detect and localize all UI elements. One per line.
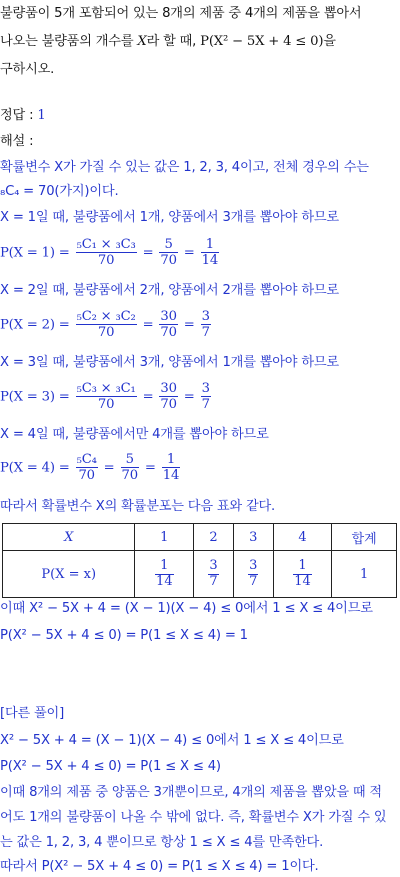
table-cell xyxy=(135,551,194,598)
case-1-mid-numerator: 5 xyxy=(159,237,177,253)
question-line-2-b: 라 할 때, xyxy=(146,34,201,49)
case-4-fraction xyxy=(76,452,98,483)
question-line-2-a: 나오는 불량품의 개수를 xyxy=(0,34,138,49)
case-3-mid-denominator: 70 xyxy=(160,397,177,413)
question-line-3: 구하시오. xyxy=(0,62,55,77)
alt-line-6: 따라서 P(X² − 5X + 4 ≤ 0) = P(1 ≤ X ≤ 4) = 1이다. xyxy=(0,859,319,874)
table-cell-numerator: 1 xyxy=(293,559,312,575)
question-line-2 xyxy=(0,34,336,50)
case-1-mid-denominator: 70 xyxy=(160,253,177,269)
alt-line-2: P(X² − 5X + 4 ≤ 0) = P(1 ≤ X ≤ 4) xyxy=(0,759,221,774)
case-2-denominator: 70 xyxy=(97,325,115,341)
table-header-1: 1 xyxy=(135,524,194,551)
case-4-lhs: P(X = 4) = xyxy=(0,460,74,476)
table-header-total: 합계 xyxy=(332,524,397,551)
solution-intro-1: 확률변수 X가 가질 수 있는 값은 1, 2, 3, 4이고, 전체 경우의 수는 xyxy=(0,160,369,175)
case-3-result-denominator: 7 xyxy=(201,397,210,413)
table-header-row xyxy=(3,524,397,551)
case-1-result-denominator: 14 xyxy=(201,253,219,269)
case-1-result-numerator: 1 xyxy=(201,237,219,253)
alt-line-1: X² − 5X + 4 = (X − 1)(X − 4) ≤ 0에서 1 ≤ X ≤ 4이므로 xyxy=(0,733,344,748)
table-cell xyxy=(273,551,332,598)
case-4-mid-denominator: 70 xyxy=(121,468,138,484)
case-2-lhs: P(X = 2) = xyxy=(0,317,74,333)
case-3-result-fraction xyxy=(201,381,211,412)
case-2-result-fraction xyxy=(201,309,211,340)
table-prob-row xyxy=(3,551,397,598)
case-3-denominator: 70 xyxy=(97,397,115,413)
alt-line-4: 어도 1개의 불량품이 나올 수 밖에 없다. 즉, 확률변수 X가 가질 수 있 xyxy=(0,810,387,825)
answer-value: 1 xyxy=(37,108,46,123)
case-4-result-fraction xyxy=(162,452,180,483)
table-cell-denominator: 14 xyxy=(294,573,311,589)
case-2-mid-numerator: 30 xyxy=(160,309,177,324)
table-header-3: 3 xyxy=(233,524,273,551)
table-cell xyxy=(194,551,234,598)
case-4-numerator: ₅C₄ xyxy=(76,452,97,467)
case-3-numerator: ₅C₃ × ₃C₁ xyxy=(76,381,136,396)
case-4-result-denominator: 14 xyxy=(162,468,180,484)
case-2-result-denominator: 7 xyxy=(201,325,210,341)
case-2-result-numerator: 3 xyxy=(201,309,210,324)
table-row-label: P(X = x) xyxy=(3,551,135,598)
case-1-fraction xyxy=(76,237,137,268)
table-intro: 따라서 확률변수 X의 확률분포는 다음 표와 같다. xyxy=(0,499,276,514)
solution-label: 해설 : xyxy=(0,134,34,149)
table-total: 1 xyxy=(332,551,397,598)
case-4-result-numerator: 1 xyxy=(162,452,180,468)
case-3-result-numerator: 3 xyxy=(201,381,210,396)
table-cell-denominator: 14 xyxy=(156,573,173,589)
case-1-lhs: P(X = 1) = xyxy=(0,245,74,261)
case-3-text: X = 3일 때, 불량품에서 3개, 양품에서 1개를 뽑아야 하므로 xyxy=(0,355,339,370)
case-1-mid-fraction xyxy=(159,237,177,268)
case-1-text: X = 1일 때, 불량품에서 1개, 양품에서 3개를 뽑아야 하므로 xyxy=(0,210,339,225)
table-cell-denominator: 7 xyxy=(249,573,258,589)
case-3-mid-numerator: 30 xyxy=(160,381,177,396)
table-cell-numerator: 1 xyxy=(155,559,174,575)
solution-intro-2: ₈C₄ = 70(가지)이다. xyxy=(0,184,119,199)
answer-line xyxy=(0,108,46,124)
question-variable: X xyxy=(137,34,147,49)
case-3-fraction xyxy=(76,381,137,412)
table-cell-denominator: 7 xyxy=(209,573,218,589)
alt-line-5: 는 값은 1, 2, 3, 4 뿐이므로 항상 1 ≤ X ≤ 4를 만족한다. xyxy=(0,835,324,850)
case-2-fraction xyxy=(76,309,137,340)
alt-line-3: 이때 8개의 제품 중 양품은 3개뿐이므로, 4개의 제품을 뽑았을 때 적 xyxy=(0,785,382,800)
case-4-equation: P(X = 4) = $\frac{\text{₅C₄}}{70}$ = $\frac{5}{70}$ = $\frac{1}{14}$ xyxy=(0,452,180,484)
case-3-lhs: P(X = 3) = xyxy=(0,389,74,405)
case-2-numerator: ₅C₂ × ₃C₂ xyxy=(76,309,136,324)
alt-solution-label: [다른 풀이] xyxy=(0,706,65,721)
table-header-x: X xyxy=(3,524,135,551)
table-cell xyxy=(233,551,273,598)
case-2-mid-denominator: 70 xyxy=(160,325,177,341)
table-header-2: 2 xyxy=(194,524,234,551)
probability-distribution-table xyxy=(2,523,397,598)
case-1-denominator: 70 xyxy=(97,253,115,269)
case-3-equation: P(X = 3) = $\frac{\text{₅C₃ × ₃C₁}}{70}$ = $\frac{30}{70}$ = $\frac{3}{7}$ xyxy=(0,381,210,413)
case-2-text: X = 2일 때, 불량품에서 2개, 양품에서 2개를 뽑아야 하므로 xyxy=(0,283,339,298)
case-4-text: X = 4일 때, 불량품에서만 4개를 뽑아야 하므로 xyxy=(0,427,269,442)
case-1-equation: P(X = 1) = $\frac{\text{₅C₁ × ₃C₃}}{70}$ = $\frac{5}{70}$ = $\frac{1}{14}$ xyxy=(0,237,219,269)
case-2-equation: P(X = 2) = $\frac{\text{₅C₂ × ₃C₂}}{70}$ = $\frac{30}{70}$ = $\frac{3}{7}$ xyxy=(0,309,210,341)
table-cell-numerator: 3 xyxy=(249,557,258,573)
case-1-result-fraction xyxy=(201,237,219,268)
answer-label: 정답 : xyxy=(0,108,38,123)
question-expression: P(X² − 5X + 4 ≤ 0)을 xyxy=(200,34,336,49)
table-cell-numerator: 3 xyxy=(209,557,218,573)
case-4-mid-numerator: 5 xyxy=(121,452,139,468)
case-4-mid-fraction xyxy=(121,452,139,483)
table-header-4: 4 xyxy=(273,524,332,551)
conclusion-line-2: P(X² − 5X + 4 ≤ 0) = P(1 ≤ X ≤ 4) = 1 xyxy=(0,628,248,643)
case-2-mid-fraction xyxy=(159,309,177,340)
case-3-mid-fraction xyxy=(159,381,177,412)
question-line-1: 불량품이 5개 포함되어 있는 8개의 제품 중 4개의 제품을 뽑아서 xyxy=(0,6,362,21)
conclusion-line-1: 이때 X² − 5X + 4 = (X − 1)(X − 4) ≤ 0에서 1 ≤ X ≤ 4이므로 xyxy=(0,601,373,616)
case-4-denominator: 70 xyxy=(78,468,95,484)
case-1-numerator: ₅C₁ × ₃C₃ xyxy=(76,237,136,252)
